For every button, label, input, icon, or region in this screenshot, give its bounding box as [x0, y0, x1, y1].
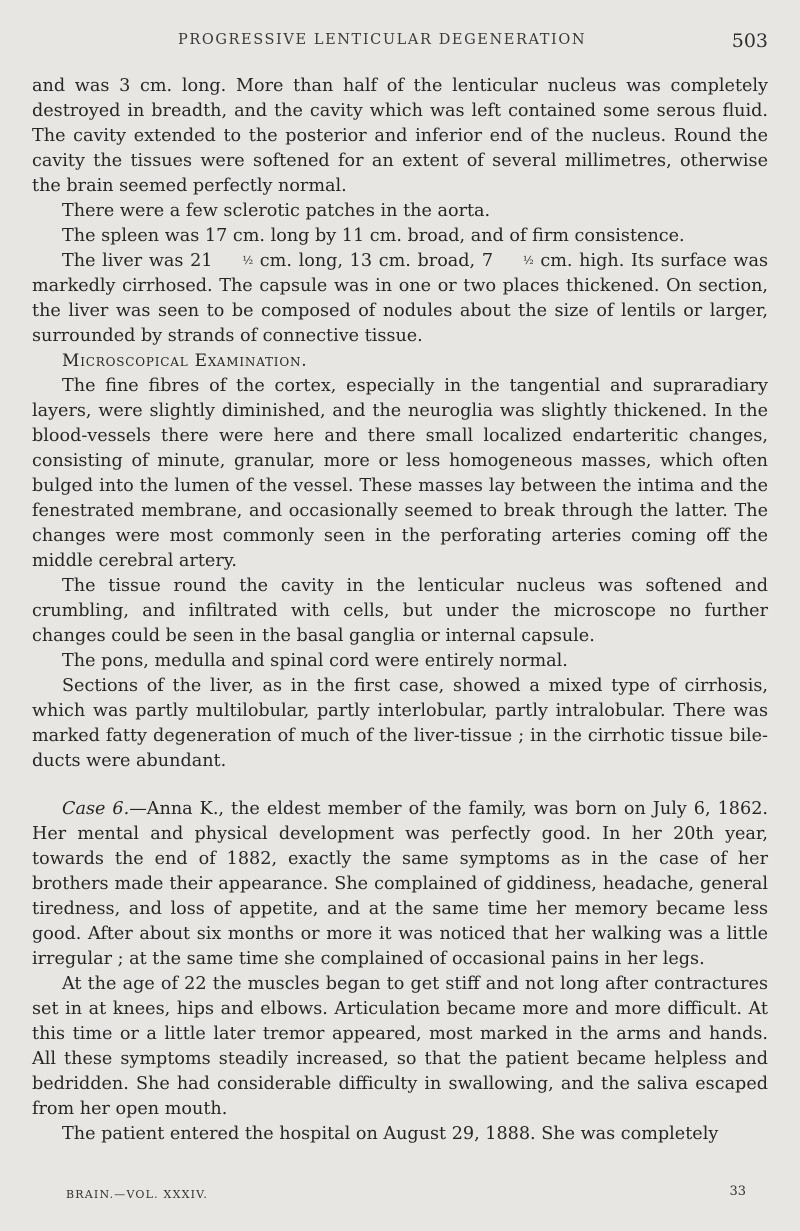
paragraph-cavity-tissue: The tissue round the cavity in the lenticular nucleus was softened and crumbling, and infiltrated with cells, but under the microscope no further changes could be seen in the basal ganglia or internal capsule.	[32, 576, 768, 646]
liver-text-c: cm. high. Its surface was markedly cirrhosed. The capsule was in one or two places thickened. On section, the liver was seen to be composed of nodules about the size of lentils or larger, surrounded by strands of connective tissue.	[32, 251, 768, 346]
running-title: PROGRESSIVE LENTICULAR DEGENERATION	[178, 32, 587, 48]
paragraph-pons: The pons, medulla and spinal cord were entirely normal.	[62, 651, 568, 671]
paragraph-liver	[32, 249, 768, 349]
paragraph-age-22: At the age of 22 the muscles began to get stiff and not long after contractures set in at knees, hips and elbows. Articulation became more and more difficult. At this time or a little later tremor appeared, most marked in the arms and hands. All these symptoms steadily increased, so that the patient became helpless and bedridden. She had considerable difficulty in swallowing, and the saliva escaped from her open mouth.	[32, 974, 768, 1119]
page-number: 503	[731, 30, 768, 52]
paragraph-hospital-entry: The patient entered the hospital on August 29, 1888. She was completely	[62, 1124, 719, 1144]
paragraph-case-6	[32, 797, 768, 972]
paragraph-spleen: The spleen was 17 cm. long by 11 cm. broad, and of firm consistence.	[62, 226, 685, 246]
body-text	[32, 74, 768, 1147]
fraction-half-2: ½	[523, 254, 534, 267]
paragraph-cortex: The fine fibres of the cortex, especially in the tangential and supraradiary layers, were slightly diminished, and the neuroglia was slightly thickened. In the blood-vessels there were here and there small localized endarteritic changes, consisting of minute, granular, more or less homogeneous masses, which often bulged into the lumen of the vessel. These masses lay between the intima and the fenestrated membrane, and occasionally seemed to break through the latter. The changes were most commonly seen in the perforating arteries coming off the middle cerebral artery.	[32, 376, 768, 571]
paragraph-brain-findings: and was 3 cm. long. More than half of the lenticular nucleus was completely destroyed in breadth, and the cavity which was left contained some serous fluid. The cavity extended to the posterior and inferior end of the nucleus. Round the cavity the tissues were softened for an extent of several millimetres, otherwise the brain seemed perfectly normal.	[32, 76, 768, 196]
footer-journal: BRAIN.—VOL. XXXIV.	[66, 1188, 209, 1201]
liver-text-a: The liver was 21	[62, 251, 213, 271]
footer-signature: 33	[729, 1184, 746, 1199]
case-label: Case 6.	[62, 799, 130, 819]
fraction-half-1: ½	[242, 254, 254, 267]
paragraph-aorta: There were a few sclerotic patches in the aorta.	[62, 201, 491, 221]
section-heading: Microscopical Examination.	[62, 351, 308, 371]
paragraph-liver-sections: Sections of the liver, as in the first case, showed a mixed type of cirrhosis, which was partly multilobular, partly interlobular, partly intralobular. There was marked fatty degeneration of much of the liver-tissue ; in the cirrhotic tissue bile-ducts were abundant.	[32, 676, 768, 771]
liver-text-b: cm. long, 13 cm. broad, 7	[253, 251, 494, 271]
case-6-text: —Anna K., the eldest member of the family, was born on July 6, 1862. Her mental and physical development was perfectly good. In her 20th year, towards the end of 1882, exactly the same symptoms as in the case of her brothers made their appearance. She complained of giddiness, headache, general tiredness, and loss of appetite, and at the same time her memory became less good. After about six months or more it was noticed that her walking was a little irregular ; at the same time she complained of occasional pains in her legs.	[32, 799, 768, 969]
